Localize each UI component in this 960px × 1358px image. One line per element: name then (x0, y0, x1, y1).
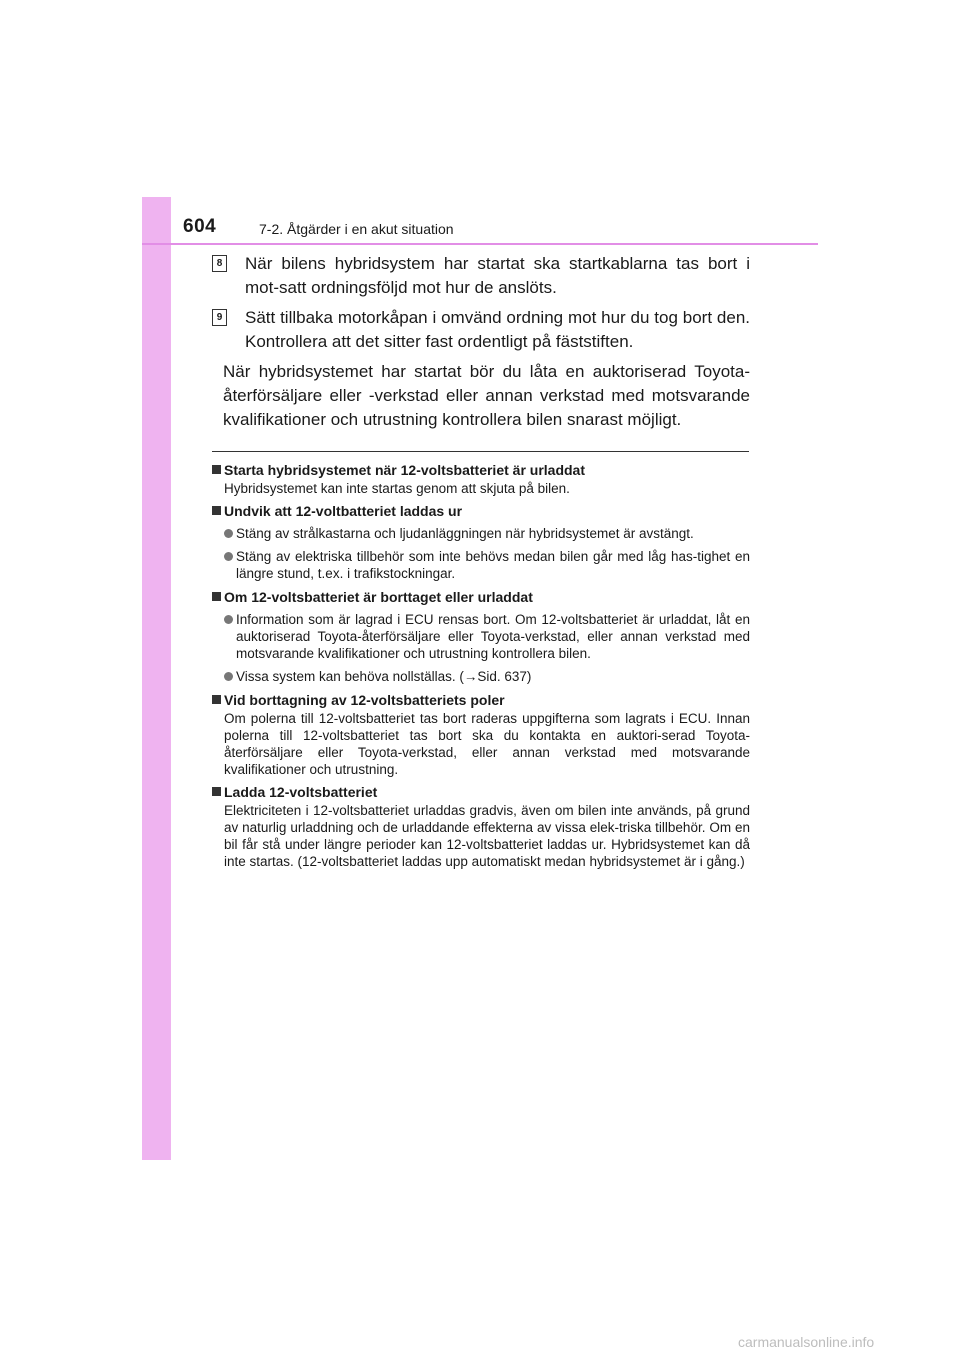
chapter-sidebar-tab (142, 197, 171, 1160)
note-title (212, 783, 750, 802)
note-block (212, 461, 750, 497)
section-title: 7-2. Åtgärder i en akut situation (259, 221, 454, 237)
square-bullet-icon (212, 465, 221, 474)
note-body: Hybridsystemet kan inte startas genom att skjuta på bilen. (224, 481, 570, 496)
note-title-text: Om 12-voltsbatteriet är borttaget eller urladdat (224, 589, 533, 605)
list-item-text: Stäng av strålkastarna och ljudanläggningen när hybridsystemet är avstängt. (236, 526, 694, 541)
note-title-text: Vid borttagning av 12-voltsbatteriets poler (224, 692, 505, 708)
step-text: Sätt tillbaka motorkåpan i omvänd ordning mot hur du tog bort den. Kontrollera att det sitter fast ordentligt på fäststiften. (245, 308, 750, 351)
note-block (212, 783, 750, 870)
section-divider (212, 451, 749, 452)
list-item-text: Stäng av elektriska tillbehör som inte behövs medan bilen går med låg has-tighet en längre stund, t.ex. i trafikstockningar. (236, 549, 750, 581)
step-text: När bilens hybridsystem har startat ska startkablarna tas bort i mot-satt ordningsföljd mot hur de anslöts. (245, 254, 750, 297)
list-item (212, 611, 750, 662)
list-item-text: Information som är lagrad i ECU rensas bort. Om 12-voltsbatteriet är urladdat, låt en auktoriserad Toyota-återförsäljare eller Toyota-verkstad, eller annan verkstad med motsvarande kvalifikationer och utrustning kontrollera bilen. (236, 612, 750, 661)
square-bullet-icon (212, 787, 221, 796)
note-block (212, 691, 750, 778)
list-item (212, 668, 750, 685)
note-body: Om polerna till 12-voltsbatteriet tas bort raderas uppgifterna som lagrats i ECU. Innan polerna till 12-voltsbatteriet tas bort ska du kontakta en auktori-serad Toyota-återförsäljare eller Toyota-verkstad, eller annan verkstad med motsvarande kvalifikationer och utrustning. (224, 711, 750, 777)
step-number-badge: 9 (212, 309, 227, 326)
step-9 (212, 306, 750, 354)
list-item (212, 525, 750, 542)
square-bullet-icon (212, 506, 221, 515)
step-number-badge: 8 (212, 255, 227, 272)
note-title (212, 588, 750, 607)
watermark: carmanualsonline.info (738, 1334, 875, 1350)
header-rule (142, 243, 818, 245)
page-content (212, 252, 750, 875)
body-paragraph: När hybridsystemet har startat bör du låta en auktoriserad Toyota-återförsäljare eller -verkstad eller annan verkstad med motsvarande kvalifikationer och utrustning kontrollera bilen snarast möjligt. (223, 362, 750, 429)
circle-bullet-icon (224, 615, 233, 624)
note-title (212, 461, 750, 480)
step-8 (212, 252, 750, 300)
note-title-text: Ladda 12-voltsbatteriet (224, 784, 378, 800)
list-item-text: Vissa system kan behöva nollställas. (→Sid. 637) (236, 669, 532, 684)
circle-bullet-icon (224, 672, 233, 681)
note-body: Elektriciteten i 12-voltsbatteriet urladdas gradvis, även om bilen inte används, på grund av naturlig urladdning och de urladdande effekterna av vissa elek-triska tillbehör. Om en bil får stå under längre perioder kan 12-voltsbatteriet laddas ur. Hybridsystemet kan då inte startas. (12-voltsbatteriet laddas upp automatiskt medan hybridsystemet är i gång.) (224, 803, 750, 869)
note-title (212, 691, 750, 710)
note-title-text: Undvik att 12-voltbatteriet laddas ur (224, 503, 463, 519)
list-item (212, 548, 750, 582)
square-bullet-icon (212, 695, 221, 704)
square-bullet-icon (212, 592, 221, 601)
circle-bullet-icon (224, 552, 233, 561)
note-title-text: Starta hybridsystemet när 12-voltsbatteriet är urladdat (224, 462, 586, 478)
page-number: 604 (183, 216, 217, 237)
circle-bullet-icon (224, 529, 233, 538)
note-title (212, 502, 750, 521)
note-block (212, 502, 750, 582)
note-block (212, 588, 750, 685)
